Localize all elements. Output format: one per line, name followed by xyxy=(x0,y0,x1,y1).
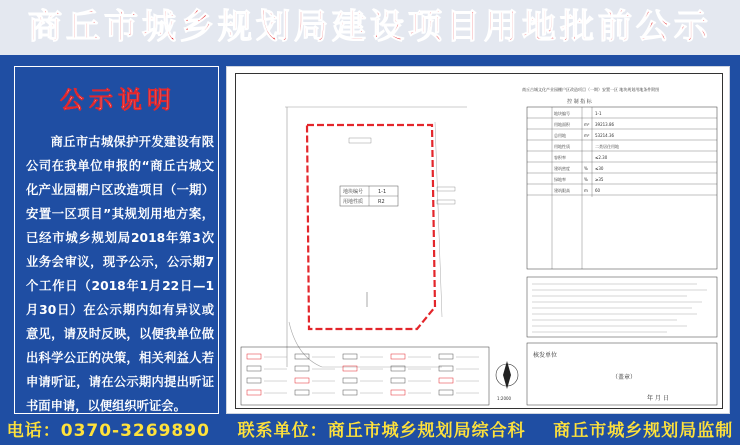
legend-swatch xyxy=(439,378,453,383)
legend-swatch xyxy=(247,354,261,359)
review-unit-label: 核发单位 xyxy=(533,352,558,359)
table-cell: ≤2.30 xyxy=(595,155,608,160)
legend-swatch xyxy=(391,354,405,359)
scale-label: 1:2000 xyxy=(497,396,512,401)
table-cell: ≥35 xyxy=(595,177,604,182)
legend-swatch xyxy=(439,354,453,359)
table-cell: 容积率 xyxy=(554,155,566,160)
legend-swatch xyxy=(343,354,357,359)
sheet-subtitle: 控 制 指 标 xyxy=(567,99,592,105)
legend-swatch xyxy=(295,390,309,395)
table-cell: % xyxy=(584,177,588,182)
table-cell: 绿地率 xyxy=(554,177,566,182)
table-cell: 总用地 xyxy=(554,133,566,138)
table-cell: 建筑密度 xyxy=(554,166,570,171)
legend-swatch xyxy=(295,354,309,359)
notice-body: 商丘市古城保护开发建设有限公司在我单位申报的“商丘古城文化产业园棚户区改造项目（一期）安置一区项目”其规划用地方案，已经市城乡规划局2018年第3次业务会审议，现予公示，公示期7个工作日（2018年1月22日—1月30日）在公示期内如有异议或意见，请及时反映，以便我单位做出科学公正的决策，相关利益人若申请听证，请在公示期内提出听证书面申请，以便组织听证会。 xyxy=(26,135,214,413)
legend xyxy=(241,347,489,405)
plot-type-label: 用地性质 xyxy=(343,199,364,205)
table-cell: 60 xyxy=(595,188,601,193)
legend-swatch xyxy=(247,378,261,383)
plan-drawing xyxy=(226,66,730,414)
table-cell: m² xyxy=(584,122,590,127)
plan-svg xyxy=(227,67,730,414)
plot-type-value: R2 xyxy=(378,199,385,205)
legend-swatch xyxy=(247,366,261,371)
table-cell: 用地面积 xyxy=(554,122,570,127)
date-label: 年 月 日 xyxy=(647,395,669,402)
table-cell: m² xyxy=(584,133,590,138)
table-cell: ≤30 xyxy=(595,166,604,171)
table-cell: 53214.36 xyxy=(595,133,615,138)
table-cell: % xyxy=(584,166,588,171)
page-title: 商丘市城乡规划局建设项目用地批前公示 xyxy=(28,7,712,47)
table-cell: 39213.86 xyxy=(595,122,615,127)
table-cell: 地块编号 xyxy=(554,111,570,116)
legend-swatch xyxy=(439,390,453,395)
plot-no-label: 地块编号 xyxy=(343,189,364,195)
notice-heading: 公示说明 xyxy=(60,86,176,114)
legend-swatch xyxy=(247,390,261,395)
legend-swatch xyxy=(391,390,405,395)
legend-swatch xyxy=(295,366,309,371)
table-cell: 1-1 xyxy=(595,111,602,116)
footer-contact: 电话：0370-3269890 联系单位：商丘市城乡规划局综合科 商丘市城乡规划局监制 xyxy=(6,421,734,441)
table-cell: 建筑限高 xyxy=(554,188,570,193)
site-plan xyxy=(285,107,467,367)
control-table xyxy=(522,86,717,405)
table-cell: 二类居住用地 xyxy=(595,144,619,149)
legend-swatch xyxy=(343,378,357,383)
table-cell: m xyxy=(584,188,588,193)
north-arrow-icon xyxy=(496,361,518,389)
legend-swatch xyxy=(343,390,357,395)
seal-label: （盖章） xyxy=(612,374,637,381)
legend-swatch xyxy=(391,378,405,383)
sheet-title: 商丘古城文化产业园棚户区改造项目（一期）安置一区 地块规划用地条件附图 xyxy=(522,87,660,92)
legend-swatch xyxy=(295,378,309,383)
site-boundary xyxy=(307,125,435,329)
table-cell: 用地性质 xyxy=(554,144,570,149)
plot-no-value: 1-1 xyxy=(378,189,387,195)
